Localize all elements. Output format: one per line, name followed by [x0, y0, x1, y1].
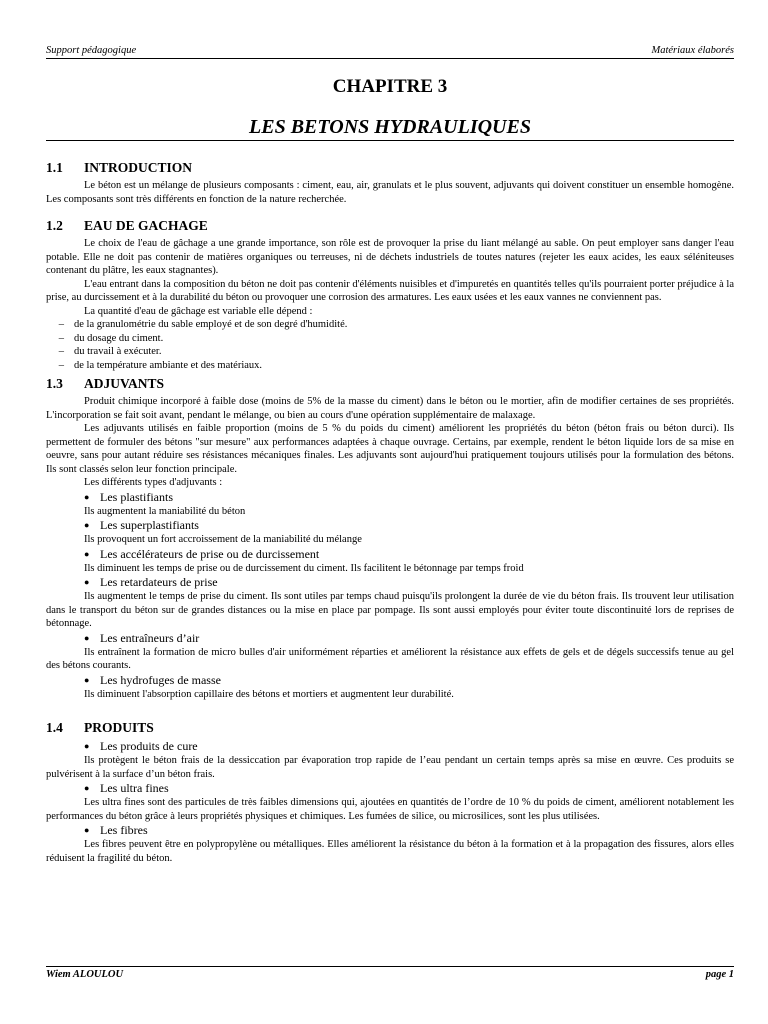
- paragraph: Les adjuvants utilisés en faible proportion (moins de 5 % du poids du ciment) améliorent les propriétés du béton (béton frais ou béton durci). Ils permettent de formuler des bétons "sur mesure" aux performances adaptées à chaque ouvrage. Certains, par exemple, rendent le béton liquide lors de sa mise en oeuvre, sans pour autant réduire ses résistances mécaniques finales. Les adjuvants sont aujourd'hui pratiquement toujours utilisés pour la formulation des bétons. Ils sont classés selon leur fonction principale.: [46, 423, 734, 475]
- document-page: [46, 0, 734, 1024]
- list-item-text: du travail à exécuter.: [74, 346, 162, 357]
- section-heading-adjuvants: [46, 376, 734, 392]
- paragraph: La quantité d'eau de gâchage est variable elle dépend :: [84, 305, 313, 317]
- bullet-item: [84, 518, 734, 533]
- chapter-number: CHAPITRE 3: [332, 76, 448, 97]
- item-description: Ils entraînent la formation de micro bulles d'air uniformément réparties et améliorent la résistance aux effets de gels et de dégels successifs tenue au gel des bétons courants.: [46, 646, 734, 671]
- bullet-marker: ●: [84, 825, 90, 835]
- bullet-item: [84, 739, 734, 754]
- bullet-marker: ●: [84, 577, 90, 587]
- item-description: Ils diminuent l'absorption capillaire des bétons et mortiers et augmentent leur durabilité.: [84, 688, 454, 700]
- bullet-marker: ●: [84, 491, 90, 502]
- page-header: [46, 44, 734, 59]
- bullet-item: [84, 823, 734, 838]
- paragraph: L'eau entrant dans la composition du béton ne doit pas contenir d'éléments nuisibles et d'impuretés en quantités telles qu'ils pourraient porter préjudice à la prise, au durcissement et à la durabilité du béton ou provoquer une corrosion des armatures. Les eaux usées et les eaux vannes ne conviennent pas.: [46, 278, 734, 303]
- bullet-marker: ●: [84, 548, 90, 559]
- paragraph: Produit chimique incorporé à faible dose (moins de 5% de la masse du ciment) dans le béton ou le mortier, afin de modifier certaines de ses propriétés. L'incorporation se fait soit avant, pendant le mélange, ou bien au cours d'une opération supplémentaire de malaxage.: [46, 396, 734, 421]
- section-heading-produits: [46, 720, 734, 736]
- section-heading-eau-de-gachage: [46, 218, 734, 234]
- bullet-marker: ●: [84, 741, 90, 751]
- page-number: page 1: [705, 969, 734, 980]
- page-footer: [46, 966, 734, 980]
- bullet-label: Les accélérateurs de prise ou de durcissement: [100, 546, 320, 561]
- item-description: Les fibres peuvent être en polypropylène ou métalliques. Elles améliorent la résistance du béton à la formation et à la propagation des fissures, alors elles réduisent la fragilité du béton.: [46, 839, 734, 864]
- item-description: Les ultra fines sont des particules de très faibles dimensions qui, ajoutées en quantités de l’ordre de 10 % du poids de ciment, améliorent notablement les performances du béton grâce à leurs propriétés physiques et chimiques. Les fumées de silice, ou microsilices, sont les plus utilisées.: [46, 797, 734, 822]
- list-item-text: du dosage du ciment.: [74, 332, 164, 344]
- section-heading-introduction: [46, 160, 734, 176]
- item-description: Ils augmentent la maniabilité du béton: [84, 505, 246, 517]
- list-item: [46, 359, 734, 373]
- item-description: Ils diminuent les temps de prise ou de durcissement du ciment. Ils facilitent le bétonnage par temps froid: [84, 562, 524, 574]
- footer-author: Wiem ALOULOU: [46, 969, 124, 980]
- dash-marker: –: [58, 319, 64, 330]
- bullet-label: Les plastifiants: [100, 489, 173, 504]
- list-item-text: de la température ambiante et des matériaux.: [74, 359, 263, 371]
- bullet-label: Les superplastifiants: [100, 518, 199, 532]
- section-title: PRODUITS: [84, 720, 154, 735]
- header-left: Support pédagogique: [46, 45, 137, 56]
- paragraph: Le choix de l'eau de gâchage a une grande importance, son rôle est de provoquer la prise du liant mélangé au sable. On peut employer sans danger l'eau potable. Elle ne doit pas contenir de matières organiques ou terreuses, ni de déchets industriels de toutes natures (rejeter les eaux acides, les eaux séléniteuses contenant du plâtre, les eaux stagnantes).: [46, 238, 734, 276]
- section-number: 1.3: [46, 376, 63, 391]
- bullet-item: [84, 547, 734, 562]
- list-item: [46, 345, 734, 359]
- bullet-label: Les fibres: [100, 823, 148, 837]
- dash-marker: –: [58, 359, 64, 371]
- chapter-title: LES BETONS HYDRAULIQUES: [46, 116, 734, 141]
- section-number: 1.2: [46, 218, 63, 233]
- bullet-label: Les entraîneurs d’air: [100, 630, 200, 645]
- bullet-item: [84, 673, 734, 688]
- item-description: Ils augmentent le temps de prise du ciment. Ils sont utiles par temps chaud puisqu'ils prolongent la durée de vie du béton frais. Ils trouvent leur utilisation dans le transport du béton sur de grandes distances ou la mise en place par pompage. Ils sont aussi employés pour éviter toute discontinuité lors de reprises de bétonnage.: [46, 591, 734, 629]
- item-description: Ils protègent le béton frais de la dessiccation par évaporation trop rapide de l’eau pendant un certain temps après sa mise en œuvre. Ces produits se pulvérisent à la surface d’un béton frais.: [46, 755, 734, 780]
- bullet-label: Les retardateurs de prise: [100, 575, 218, 589]
- bullet-item: [84, 631, 734, 646]
- list-item-text: de la granulométrie du sable employé et de son degré d'humidité.: [74, 319, 348, 330]
- bullet-label: Les produits de cure: [100, 739, 198, 753]
- bullet-marker: ●: [84, 632, 90, 643]
- bullet-label: Les ultra fines: [100, 781, 169, 795]
- section-title: EAU DE GACHAGE: [84, 218, 208, 233]
- section-number: 1.1: [46, 160, 63, 175]
- bullet-item: [84, 490, 734, 505]
- dash-marker: –: [58, 346, 64, 357]
- document-body: [46, 160, 734, 865]
- bullet-marker: ●: [84, 783, 90, 793]
- paragraph: Le béton est un mélange de plusieurs composants : ciment, eau, air, granulats et le plus souvent, adjuvants qui doivent constituer un ensemble homogène. Les composants sont très différents en fonction de la nature recherchée.: [46, 180, 734, 205]
- section-title: ADJUVANTS: [84, 376, 165, 391]
- bullet-item: [84, 575, 734, 590]
- bullet-item: [84, 781, 734, 796]
- section-number: 1.4: [46, 720, 63, 735]
- list-item: [46, 332, 734, 346]
- bullet-label: Les hydrofuges de masse: [100, 672, 221, 687]
- bullet-marker: ●: [84, 674, 90, 685]
- list-item: [46, 318, 734, 332]
- section-title: INTRODUCTION: [84, 160, 193, 175]
- dash-marker: –: [58, 332, 64, 344]
- paragraph: Les différents types d'adjuvants :: [84, 477, 223, 488]
- header-right: Matériaux élaborés: [651, 45, 734, 56]
- item-description: Ils provoquent un fort accroissement de la maniabilité du mélange: [84, 534, 362, 545]
- bullet-marker: ●: [84, 520, 90, 530]
